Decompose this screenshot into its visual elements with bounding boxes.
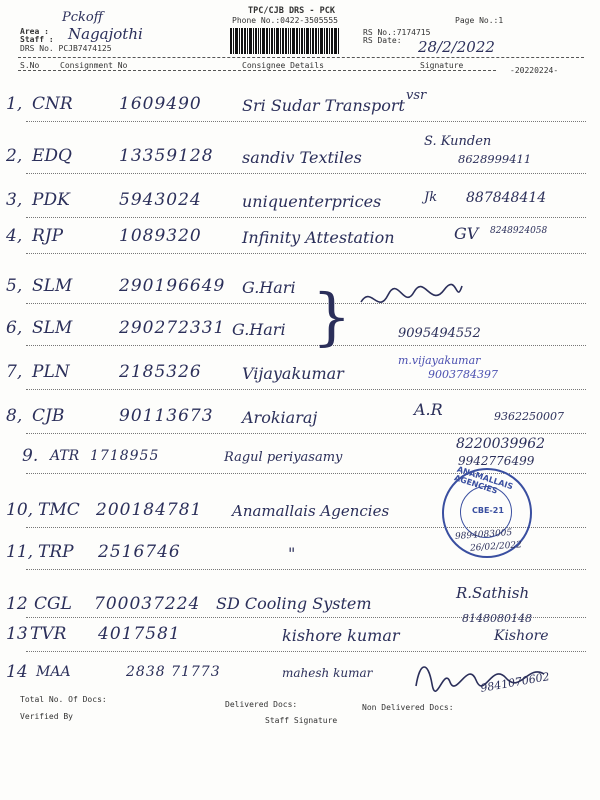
column-signature: Signature [420, 61, 464, 70]
table-row [6, 400, 596, 436]
row-consignee: Sri Sudar Transport [242, 96, 405, 115]
row-phone: 9095494552 [398, 326, 481, 341]
area-label: Area : [20, 27, 49, 36]
row-consignment-no: 700037224 [94, 594, 201, 614]
table-row [6, 184, 596, 220]
row-consignment-no: 290272331 [119, 318, 226, 338]
row-sno: 8, [6, 406, 23, 426]
row-consignee: Anamallais Agencies [232, 502, 390, 520]
date-stamp: -20220224- [510, 66, 559, 75]
row-code: ATR [50, 448, 80, 464]
row-baseline [26, 253, 586, 254]
row-code: CNR [32, 94, 73, 114]
row-code: SLM [32, 276, 73, 296]
row-signature: vsr [406, 88, 427, 103]
row-phone: Kishore [494, 628, 549, 644]
row-consignee: Ragul periyasamy [224, 450, 343, 465]
row-sno: 13 [6, 624, 28, 644]
row-consignee: kishore kumar [282, 626, 400, 645]
table-row [6, 612, 596, 654]
row-phone: 9003784397 [428, 368, 498, 381]
row-sno: 4, [6, 226, 23, 246]
row-code: MAA [36, 664, 71, 680]
row-sno: 7, [6, 362, 23, 382]
row-baseline [26, 651, 586, 652]
column-divider [18, 70, 496, 71]
row-consignment-no: 4017581 [98, 624, 181, 644]
column-sno: S.No [20, 61, 40, 70]
row-consignment-no: 1089320 [119, 226, 202, 246]
row-consignment-no: 200184781 [96, 500, 203, 520]
staff-signature-label: Staff Signature [265, 716, 338, 725]
row-code: CJB [32, 406, 65, 426]
row-baseline [26, 303, 586, 304]
row-signature: m.vijayakumar [398, 354, 481, 367]
row-sno: 2, [6, 146, 23, 166]
barcode [230, 28, 358, 54]
signature-scribble-row-5 [356, 280, 466, 320]
table-row [6, 356, 596, 392]
row-signature: 8220039962 [456, 436, 546, 452]
row-phone: 887848414 [466, 190, 547, 206]
row-consignee: Vijayakumar [242, 364, 344, 383]
row-phone: 9362250007 [494, 410, 564, 423]
row-phone: 8248924058 [490, 226, 548, 236]
column-consignment: Consignment No [60, 61, 128, 70]
row-consignee: uniquenterprices [242, 192, 382, 211]
row-consignment-no: 290196649 [119, 276, 226, 296]
row-consignee: G.Hari [232, 320, 286, 339]
row-sno: 1, [6, 94, 23, 114]
row-sno: 3, [6, 190, 23, 210]
row-baseline [26, 121, 586, 122]
row-signature: R.Sathish [456, 584, 530, 602]
row-sno: 14 [6, 662, 28, 682]
row-signature: 8148080148 [462, 612, 532, 625]
table-row [6, 88, 596, 124]
row-consignment-no: 90113673 [119, 406, 214, 426]
row-baseline [26, 433, 586, 434]
row-consignment-no: 5943024 [119, 190, 202, 210]
row-consignee: mahesh kumar [282, 666, 373, 680]
row-signature: A.R [414, 400, 443, 419]
staff-value: Nagajothi [68, 25, 143, 43]
row-code: CGL [34, 594, 72, 614]
drs-number: DRS No. PCJB7474125 [20, 44, 112, 53]
total-docs-label: Total No. Of Docs: [20, 695, 107, 704]
row-baseline [26, 569, 586, 570]
row-consignee: G.Hari [242, 278, 296, 297]
row-baseline [26, 389, 586, 390]
table-row [6, 270, 596, 306]
row-consignment-no: 1718955 [90, 448, 160, 464]
row-code: SLM [32, 318, 73, 338]
signature-scribble-row-14 [410, 656, 550, 696]
stamp-city: CBE-21 [472, 506, 504, 515]
row-consignee: Arokiaraj [242, 408, 318, 427]
row-consignment-no: 1609490 [119, 94, 202, 114]
table-row [6, 312, 596, 348]
row-sno: 5, [6, 276, 23, 296]
stamp-note: 9894083005 [454, 528, 513, 542]
row-consignee: Infinity Attestation [242, 228, 395, 247]
stamp-name: ANAMALLAIS AGENCIES [453, 464, 515, 496]
verified-by-label: Verified By [20, 712, 73, 721]
non-delivered-docs-label: Non Delivered Docs: [362, 703, 454, 712]
phone-number: Phone No.:0422-3505555 [232, 16, 338, 25]
row-code: EDQ [32, 146, 72, 166]
row-code: PLN [32, 362, 70, 382]
rs-date-value: 28/2/2022 [418, 38, 495, 56]
row-consignment-no: 2185326 [119, 362, 202, 382]
row-consignment-no: 13359128 [119, 146, 214, 166]
row-sno: 6, [6, 318, 23, 338]
row-consignee: " [288, 544, 296, 563]
row-code: TVR [30, 624, 67, 644]
stamp-date: 26/02/2022 [469, 540, 523, 554]
row-phone: 8628999411 [458, 152, 532, 166]
page-number: Page No.:1 [455, 16, 504, 25]
row-code: TRP [38, 542, 74, 562]
row-sno: 9. [22, 446, 39, 466]
area-value: Pckoff [62, 10, 103, 25]
row-phone: 9942776499 [458, 454, 535, 468]
row-sno: 10, [6, 500, 34, 520]
column-consignee: Consignee Details [242, 61, 324, 70]
row-signature: GV [454, 224, 479, 243]
document-title: TPC/CJB DRS - PCK [248, 6, 335, 16]
row-consignee: SD Cooling System [216, 594, 372, 613]
row-baseline [26, 217, 586, 218]
row-consignee: sandiv Textiles [242, 148, 362, 167]
rs-date-label: RS Date: [363, 36, 402, 45]
row-signature: Jk [424, 190, 438, 205]
row-sno: 12 [6, 594, 28, 614]
delivered-docs-label: Delivered Docs: [225, 700, 298, 709]
row-consignment-no: 2838 71773 [126, 664, 221, 680]
table-row [6, 436, 596, 476]
staff-label: Staff : [20, 35, 54, 44]
table-row [6, 220, 596, 256]
row-code: PDK [32, 190, 70, 210]
row-consignment-no: 2516746 [98, 542, 181, 562]
row-baseline [26, 173, 586, 174]
header-divider [18, 57, 584, 58]
row-phone: 9841070602 [479, 670, 551, 695]
row-baseline [26, 345, 586, 346]
bracket-row-5-6: } [312, 280, 352, 353]
row-signature: S. Kunden [424, 134, 492, 149]
row-code: RJP [32, 226, 64, 246]
table-row [6, 134, 596, 176]
rs-number: RS No.:7174715 [363, 28, 431, 37]
row-sno: 11, [6, 542, 34, 562]
row-code: TMC [38, 500, 80, 520]
